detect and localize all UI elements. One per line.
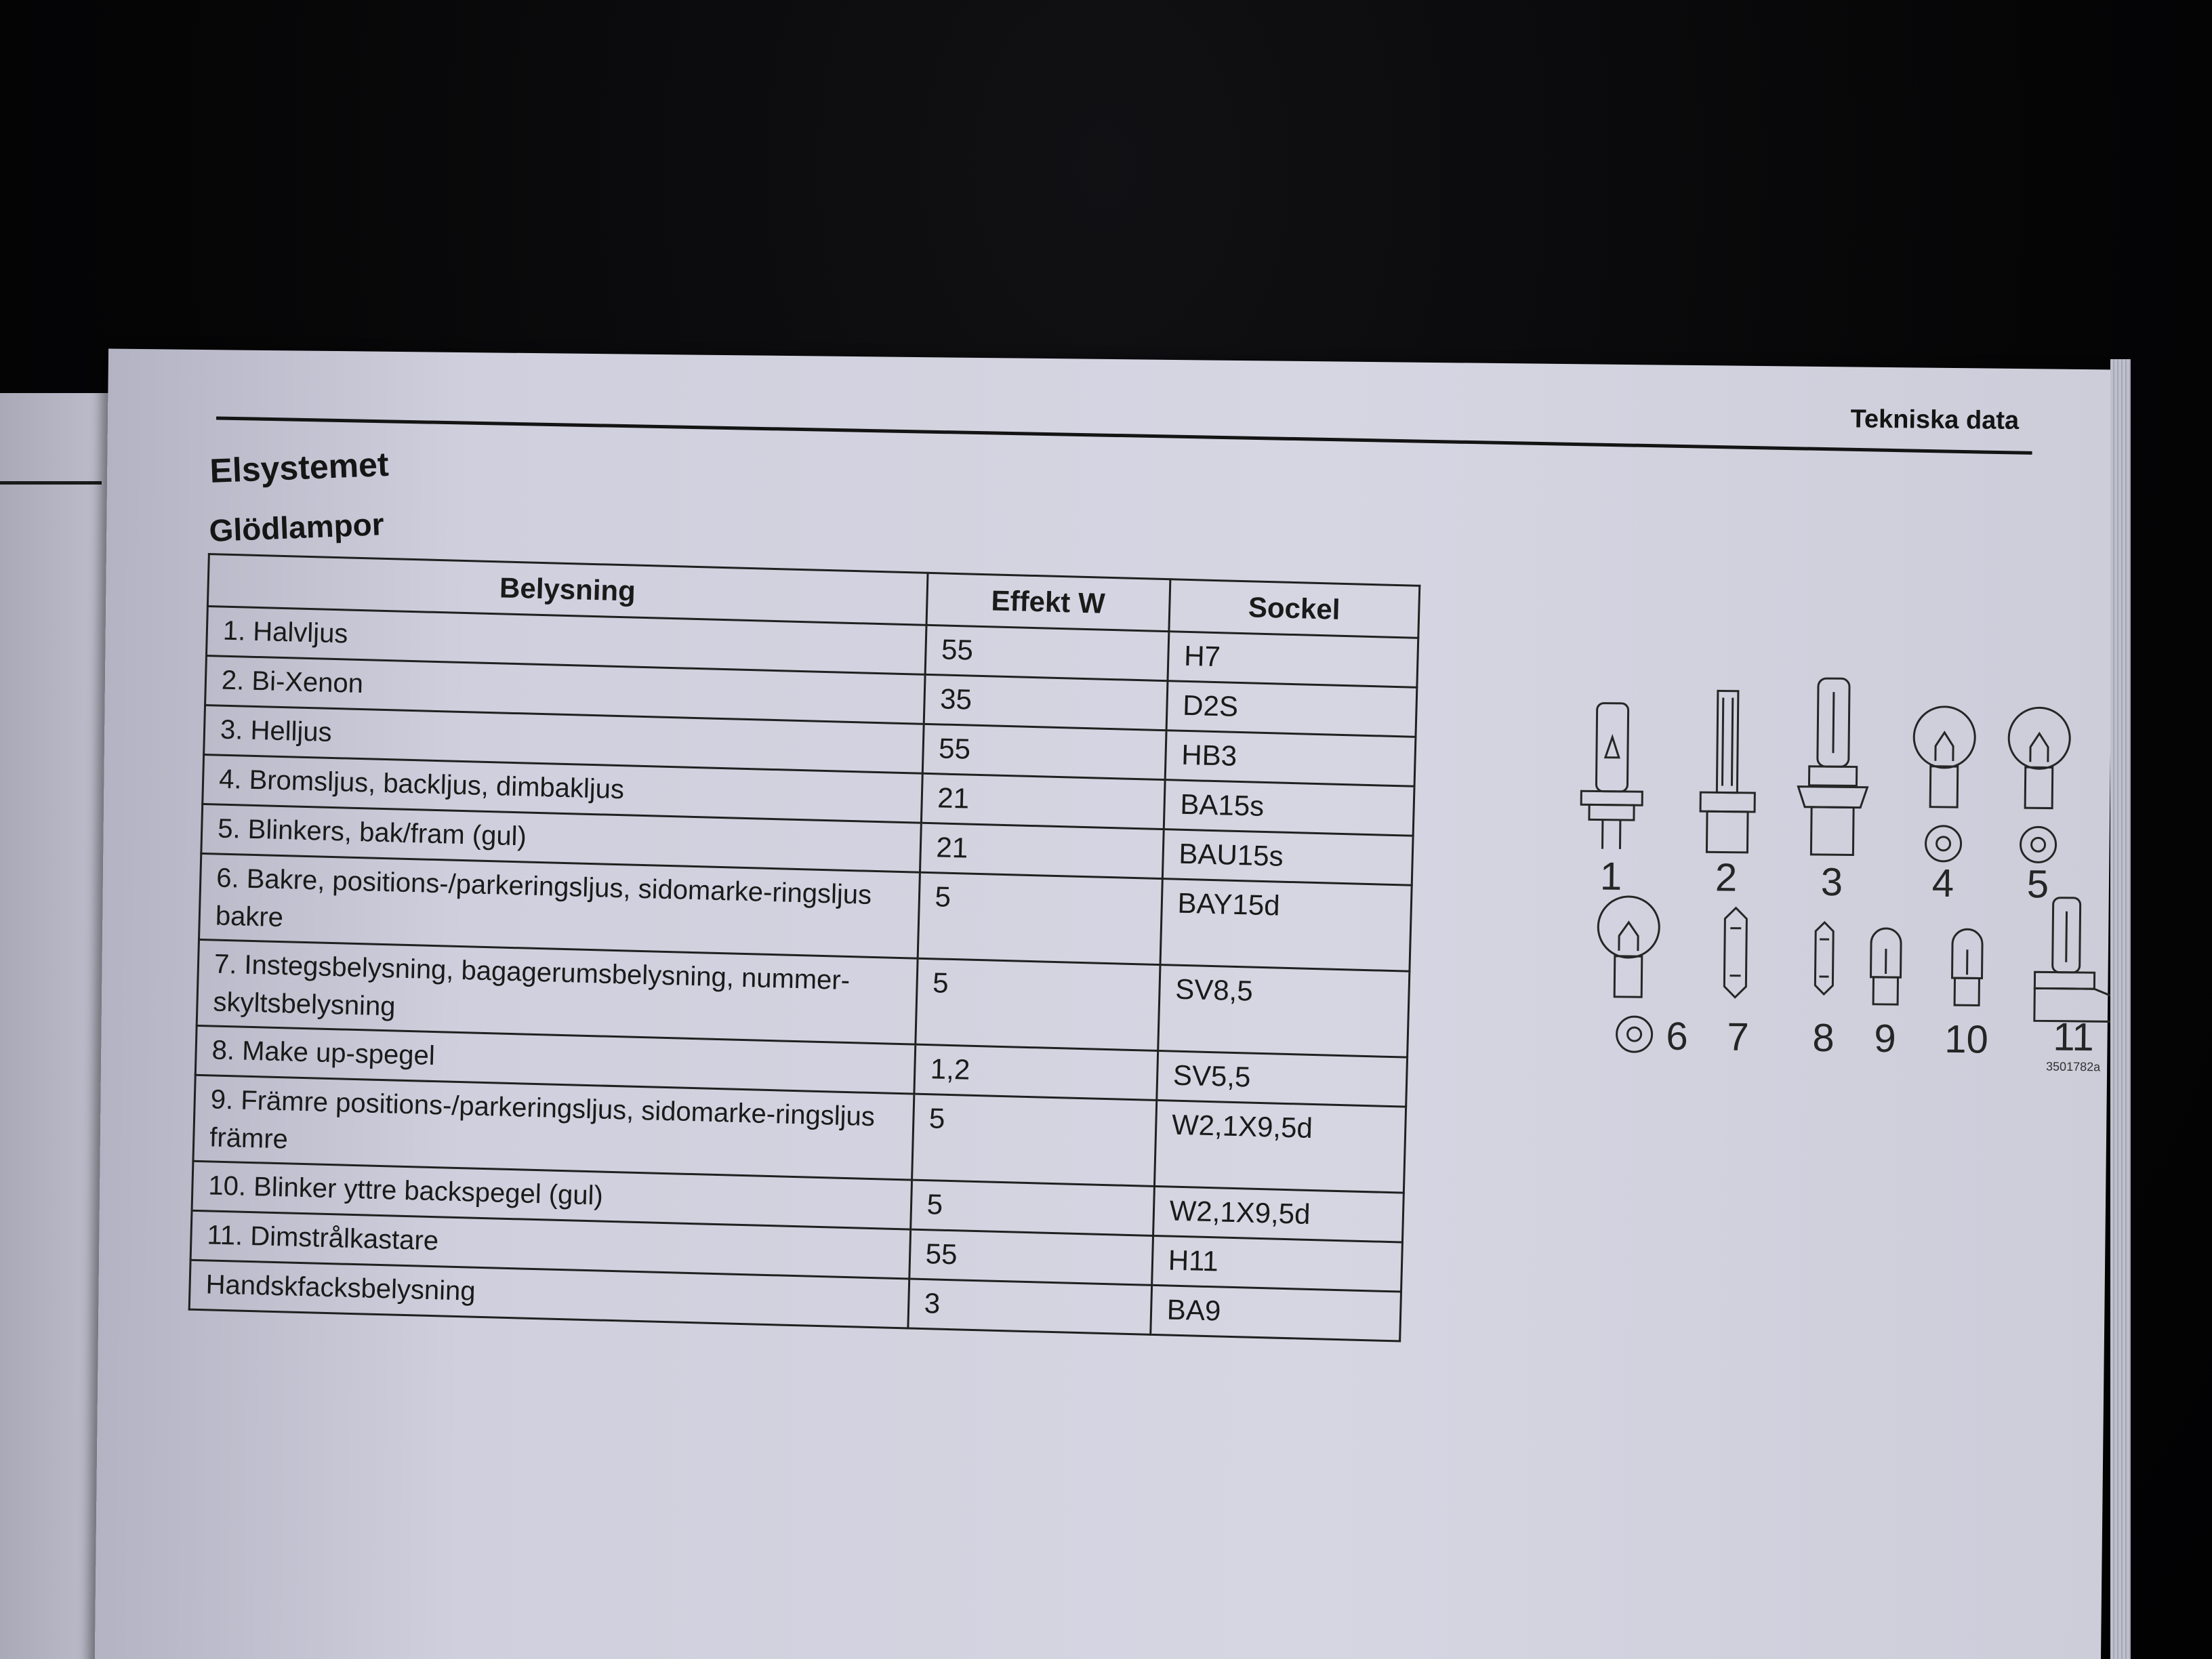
lighting-cell: 8. Make up-spegel <box>195 1025 915 1094</box>
bulb-bay15d-icon <box>1597 897 1659 1052</box>
bulb-diagram <box>1443 620 2179 1102</box>
diagram-code: 3501782a <box>2045 1059 2101 1074</box>
power-cell: 5 <box>910 1180 1154 1235</box>
socket-cell: W2,1X9,5d <box>1154 1100 1406 1193</box>
diagram-label: 2 <box>1715 855 1738 900</box>
bulb-sv5-5-icon <box>1815 922 1833 994</box>
section-title: Elsystemet <box>209 445 390 491</box>
diagram-label: 3 <box>1820 860 1843 905</box>
lighting-cell: 9. Främre positions-/parkeringsljus, sidomarke-ringsljus främre <box>193 1075 914 1180</box>
socket-cell: H11 <box>1151 1235 1402 1292</box>
lighting-cell: 1. Halvljus <box>206 607 926 675</box>
power-cell: 55 <box>909 1229 1153 1285</box>
lighting-cell: 6. Bakre, positions-/parkeringsljus, sidomarke-ringsljus bakre <box>199 853 920 958</box>
power-cell: 21 <box>920 823 1164 878</box>
section-header-label: Tekniska data <box>1850 405 2020 436</box>
left-page-rule <box>0 481 102 485</box>
power-cell: 3 <box>907 1279 1151 1334</box>
power-cell: 55 <box>925 625 1169 680</box>
lighting-cell: 4. Bromsljus, backljus, dimbakljus <box>203 754 922 823</box>
column-header-socket: Sockel <box>1169 579 1420 638</box>
power-cell: 55 <box>922 724 1166 779</box>
diagram-label: 6 <box>1666 1014 1689 1059</box>
subsection-title: Glödlampor <box>208 506 385 549</box>
diagram-label: 5 <box>2026 862 2049 907</box>
manual-page <box>95 349 2114 1659</box>
lighting-cell: Handskfacksbelysning <box>189 1260 909 1328</box>
diagram-label: 1 <box>1599 854 1622 899</box>
socket-cell: SV5,5 <box>1157 1050 1408 1107</box>
diagram-label: 10 <box>1944 1017 1989 1062</box>
diagram-label: 9 <box>1874 1016 1897 1061</box>
lighting-cell: 3. Helljus <box>204 705 924 774</box>
bulb-w2-1x9-5d-mirror-icon <box>1952 929 1982 1005</box>
header-rule <box>216 416 2032 454</box>
socket-cell: D2S <box>1166 681 1417 737</box>
socket-cell: SV8,5 <box>1158 965 1409 1058</box>
column-header-lighting: Belysning <box>207 554 927 626</box>
bulb-w2-1x9-5d-icon <box>1870 928 1901 1004</box>
power-cell: 5 <box>918 872 1162 964</box>
bulb-h7-icon <box>1580 703 1643 849</box>
socket-cell: BA15s <box>1164 780 1414 836</box>
lighting-cell: 10. Blinker yttre backspegel (gul) <box>192 1161 912 1229</box>
socket-cell: BAY15d <box>1160 879 1412 972</box>
power-cell: 35 <box>924 674 1168 730</box>
bulb-d2s-icon <box>1700 691 1755 853</box>
socket-cell: BAU15s <box>1162 830 1413 886</box>
bulb-ba15s-icon <box>1912 706 1975 861</box>
diagram-label: 11 <box>2053 1015 2095 1060</box>
column-header-power: Effekt W <box>926 573 1170 631</box>
power-cell: 1,2 <box>914 1044 1158 1100</box>
bulb-table <box>188 553 1421 1342</box>
lighting-cell: 11. Dimstrålkastare <box>190 1210 910 1279</box>
socket-cell: HB3 <box>1165 731 1416 787</box>
diagram-label: 7 <box>1727 1015 1750 1059</box>
bulb-hb3-icon <box>1797 678 1868 855</box>
lighting-cell: 5. Blinkers, bak/fram (gul) <box>201 804 921 872</box>
power-cell: 5 <box>912 1094 1156 1186</box>
page-edge-stack <box>2110 359 2131 1659</box>
socket-cell: W2,1X9,5d <box>1153 1186 1404 1242</box>
power-cell: 5 <box>915 958 1160 1050</box>
bulb-sv8-5-icon <box>1724 908 1746 998</box>
bulb-bau15s-icon <box>2007 708 2070 863</box>
diagram-label: 4 <box>1931 861 1954 906</box>
socket-cell: H7 <box>1168 632 1418 688</box>
socket-cell: BA9 <box>1150 1285 1401 1341</box>
bulb-h11-icon <box>2034 897 2116 1021</box>
power-cell: 21 <box>921 773 1165 829</box>
lighting-cell: 2. Bi-Xenon <box>205 656 925 724</box>
diagram-label: 8 <box>1812 1015 1835 1061</box>
lighting-cell: 7. Instegsbelysning, bagagerumsbelysning, nummer-skyltsbelysning <box>197 939 918 1044</box>
